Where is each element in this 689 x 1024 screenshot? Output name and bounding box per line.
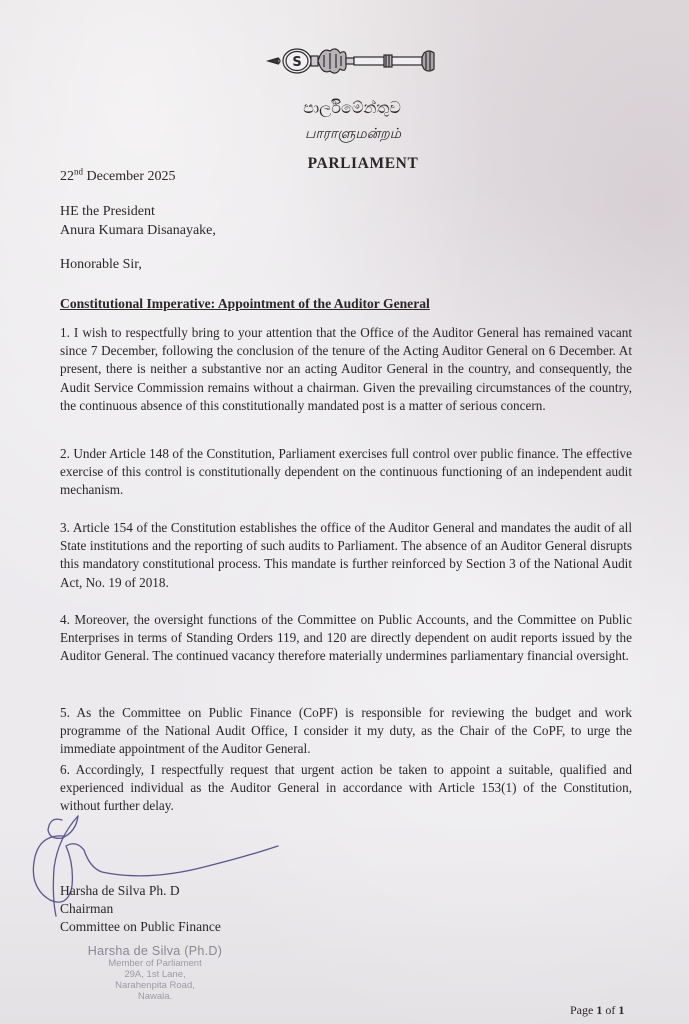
paragraph-6: 6. Accordingly, I respectfully request that urgent action be taken to appoint a suitable, qualified and experienced individual as the Auditor General in accordance with Article 153(1) of the Constitution, without further delay. xyxy=(60,762,632,814)
recipient-address xyxy=(60,202,632,240)
paragraph-3: 3. Article 154 of the Constitution establishes the office of the Auditor General and mandates the audit of all State institutions and the reporting of such audits to Parliament. The absence of an Auditor General disrupts this mandatory constitutional process. This mandate is further reinforced by Section 3 of the National Audit Act, No. 19 of 2018. xyxy=(60,520,632,590)
recipient-name: Anura Kumara Disanayake, xyxy=(60,223,216,238)
paragraph-4: 4. Moreover, the oversight functions of the Committee on Public Accounts, and the Committee on Public Enterprises in terms of Standing Orders 119, and 120 are directly dependent on audit reports issued by the Auditor General. The continued vacancy therefore materially undermines parliamentary financial oversight. xyxy=(60,612,632,664)
recipient-title: HE the President xyxy=(60,204,155,219)
stamp-line-3: Narahenpita Road, xyxy=(115,980,195,991)
svg-text:S: S xyxy=(292,55,302,70)
page-number xyxy=(570,1003,624,1018)
paragraph-5: 5. As the Committee on Public Finance (CoPF) is responsible for reviewing the budget and work programme of the National Audit Office, I consider it my duty, as the Chair of the CoPF, to urge the immediate appointment of the Auditor General. xyxy=(60,705,632,757)
letter-date xyxy=(60,168,632,186)
stamp-line-1: Member of Parliament xyxy=(108,958,202,969)
parliament-mace-icon xyxy=(266,43,436,79)
paragraph-1: 1. I wish to respectfully bring to your attention that the Office of the Auditor General has remained vacant since 7 December, following the conclusion of the tenure of the Acting Auditor General on 6 December. At present, there is neither a substantive nor an acting Auditor General in the country, and consequently, the Audit Service Commission remains without a chairman. Given the prevailing circumstances of the country, the continuous absence of this constitutionally mandated post is a matter of serious concern. xyxy=(60,325,632,413)
page-total: 1 xyxy=(618,1003,625,1017)
salutation: Honorable Sir, xyxy=(60,257,142,272)
page-prefix: Page xyxy=(570,1003,597,1017)
date-day: 22 xyxy=(60,169,74,184)
paragraph-2: 2. Under Article 148 of the Constitution, Parliament exercises full control over public finance. The effective exercise of this control is constitutionally dependent on the continuous functioning of an independent audit mechanism. xyxy=(60,446,632,498)
letterhead-sinhala: පාර්ලිමේන්තුව xyxy=(303,98,401,117)
signatory-title: Chairman xyxy=(60,901,114,916)
subject-line: Constitutional Imperative: Appointment of the Auditor General xyxy=(60,296,430,311)
stamp-line-4: Nawala. xyxy=(137,991,173,1002)
letterhead-tamil: பாராளுமன்றம் xyxy=(305,126,401,142)
date-month-year: December 2025 xyxy=(83,169,176,184)
page-current: 1 xyxy=(596,1003,603,1017)
stamp-line-2: 29A, 1st Lane, xyxy=(124,969,186,980)
letterhead-english: PARLIAMENT xyxy=(307,155,419,172)
official-stamp xyxy=(60,944,250,1002)
signatory-name: Harsha de Silva Ph. D xyxy=(60,883,180,898)
signatory-committee: Committee on Public Finance xyxy=(60,919,221,934)
signature-block xyxy=(60,882,632,936)
date-suffix: nd xyxy=(74,166,83,177)
page-mid: of xyxy=(602,1003,619,1017)
stamp-name: Harsha de Silva (Ph.D) xyxy=(87,944,223,958)
